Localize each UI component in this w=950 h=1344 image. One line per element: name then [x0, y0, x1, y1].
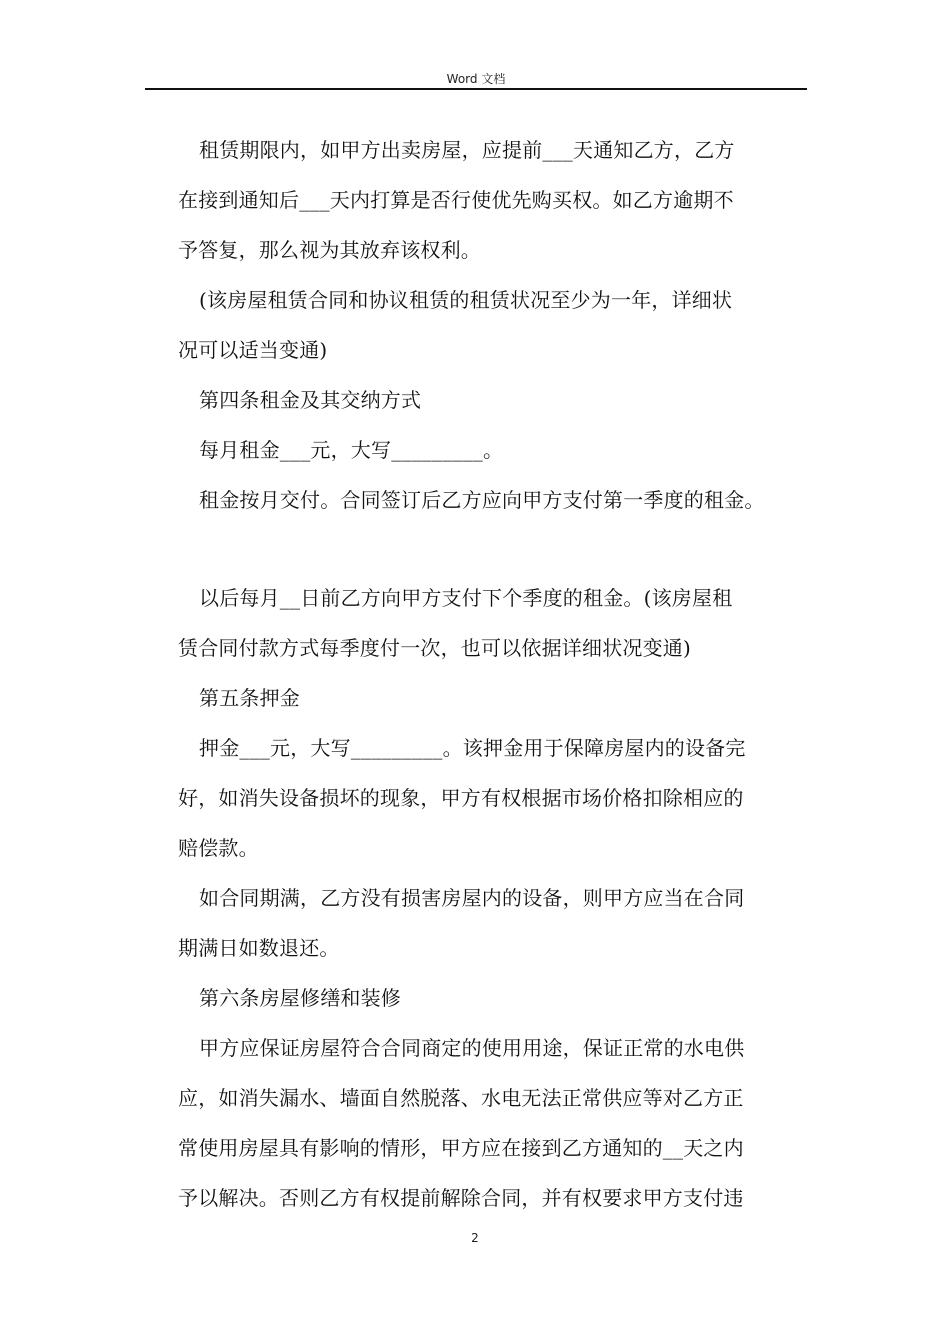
- document-body: [178, 130, 818, 1228]
- paragraph-line: 常使用房屋具有影响的情形，甲方应在接到乙方通知的__天之内: [178, 1136, 744, 1160]
- page-number: 2: [471, 1231, 479, 1245]
- header-divider: [145, 88, 807, 90]
- paragraph-line: 每月租金___元，大写_________。: [199, 438, 504, 462]
- section-heading: 第四条租金及其交纳方式: [199, 388, 422, 412]
- paragraph-line: (该房屋租赁合同和协议租赁的租赁状况至少为一年，详细状: [199, 288, 733, 312]
- paragraph-line: 赁合同付款方式每季度付一次，也可以依据详细状况变通): [178, 636, 692, 660]
- paragraph-line: 甲方应保证房屋符合合同商定的使用用途，保证正常的水电供: [199, 1036, 745, 1060]
- paragraph-line: 以后每月__日前乙方向甲方支付下个季度的租金。(该房屋租: [199, 586, 733, 610]
- paragraph-line: 应，如消失漏水、墙面自然脱落、水电无法正常供应等对乙方正: [178, 1086, 744, 1110]
- paragraph-line: 予答复，那么视为其放弃该权利。: [178, 238, 481, 262]
- paragraph-line: 赔偿款。: [178, 836, 259, 860]
- paragraph-line: 租金按月交付。合同签订后乙方应向甲方支付第一季度的租金。: [199, 488, 765, 512]
- paragraph-line: 在接到通知后___天内打算是否行使优先购买权。如乙方逾期不: [178, 188, 734, 212]
- paragraph-line: 如合同期满，乙方没有损害房屋内的设备，则甲方应当在合同: [199, 886, 745, 910]
- paragraph-line: 期满日如数退还。: [178, 936, 340, 960]
- page-header: Word 文档: [446, 72, 506, 86]
- paragraph-line: 予以解决。否则乙方有权提前解除合同，并有权要求甲方支付违: [178, 1186, 744, 1210]
- blank-line: [178, 530, 818, 578]
- paragraph-line: 好，如消失设备损坏的现象，甲方有权根据市场价格扣除相应的: [178, 786, 744, 810]
- paragraph-line: 况可以适当变通): [178, 338, 328, 362]
- section-heading: 第五条押金: [199, 686, 300, 710]
- paragraph-line: 租赁期限内，如甲方出卖房屋，应提前___天通知乙方，乙方: [199, 138, 735, 162]
- paragraph-line: 押金___元，大写_________。该押金用于保障房屋内的设备完: [199, 736, 746, 760]
- section-heading: 第六条房屋修缮和装修: [199, 986, 401, 1010]
